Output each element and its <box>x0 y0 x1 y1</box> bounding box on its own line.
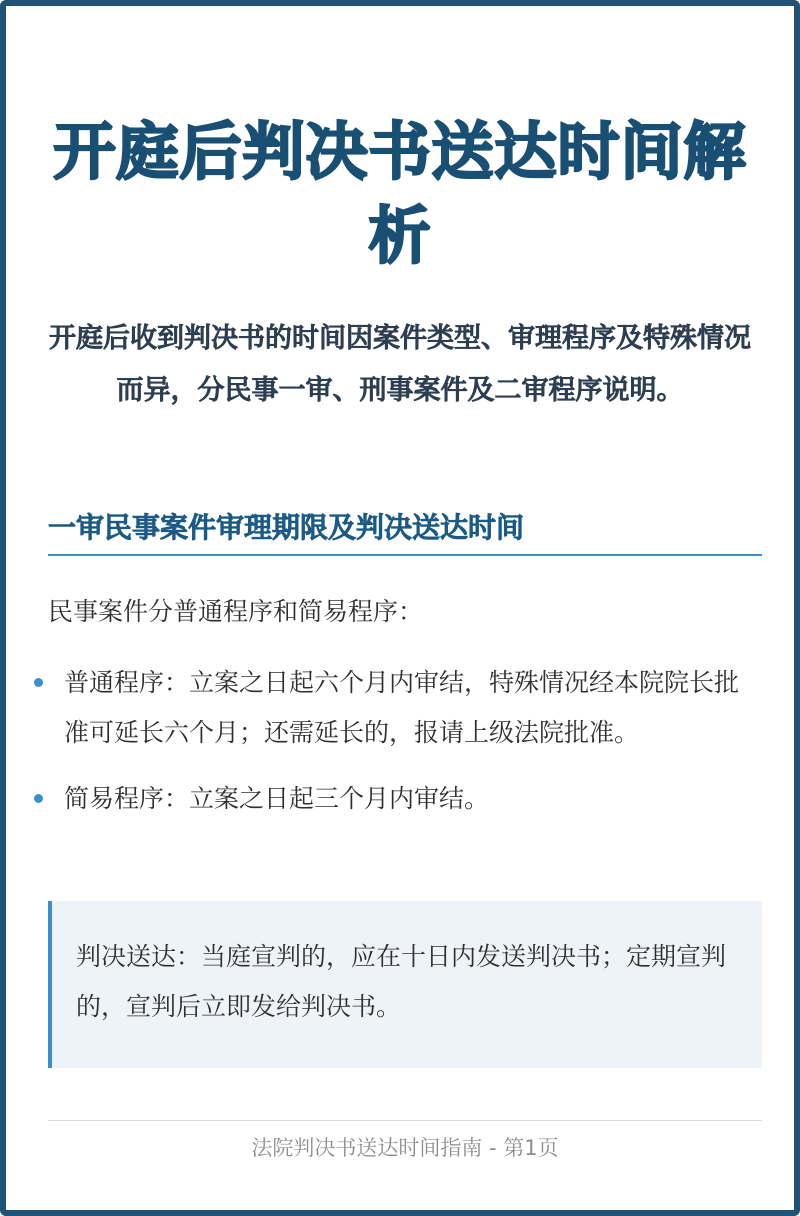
callout-text: 判决送达：当庭宣判的，应在十日内发送判决书；定期宣判的，宣判后立即发给判决书。 <box>76 942 727 1021</box>
footer-divider <box>48 1120 762 1121</box>
bullet-dot-icon <box>34 678 43 687</box>
section-lead: 民事案件分普通程序和简易程序： <box>48 597 424 626</box>
list-item <box>30 658 758 758</box>
bullet-dot-icon <box>34 794 43 803</box>
list-item <box>30 774 758 824</box>
page-title: 开庭后判决书送达时间解析 <box>53 115 747 272</box>
intro-paragraph: 开庭后收到判决书的时间因案件类型、审理程序及特殊情况而异，分民事一审、刑事案件及二审程序说明。 <box>49 323 751 406</box>
delivery-callout <box>48 901 762 1068</box>
procedure-list <box>30 658 758 840</box>
page-footer: 法院判决书送达时间指南 - 第1页 <box>251 1136 559 1160</box>
list-item-text: 简易程序：立案之日起三个月内审结。 <box>64 784 490 813</box>
section-heading: 一审民事案件审理期限及判决送达时间 <box>48 503 762 556</box>
list-item-text: 普通程序：立案之日起六个月内审结，特殊情况经本院院长批准可延长六个月；还需延长的，报请上级法院批准。 <box>64 668 740 747</box>
